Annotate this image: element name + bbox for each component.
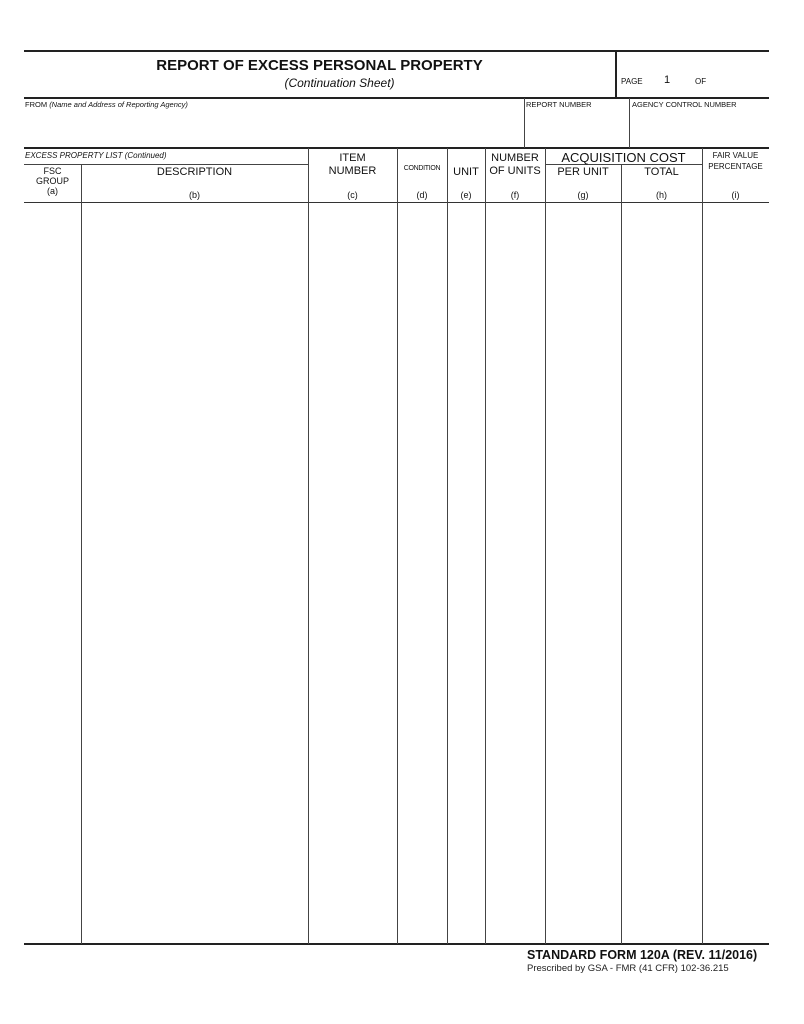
section-label: EXCESS PROPERTY LIST (Continued) bbox=[25, 151, 167, 160]
table-body[interactable] bbox=[24, 203, 769, 943]
col-header-i bbox=[702, 150, 769, 172]
section-label-rule bbox=[24, 164, 308, 165]
col-f-label-1: NUMBER bbox=[491, 152, 539, 164]
acquisition-cost-header: ACQUISITION COST bbox=[561, 150, 686, 165]
col-header-c bbox=[308, 152, 397, 178]
title-bottom-rule bbox=[24, 97, 769, 99]
col-i-letter: (i) bbox=[731, 190, 740, 200]
col-i-label-2: PERCENTAGE bbox=[708, 162, 763, 171]
report-number-divider bbox=[524, 98, 525, 148]
col-header-b: DESCRIPTION bbox=[156, 166, 233, 178]
col-e-letter: (e) bbox=[460, 190, 472, 200]
col-h-letter: (h) bbox=[656, 190, 667, 200]
col-a-label-1: FSC bbox=[43, 166, 62, 176]
agency-control-label: AGENCY CONTROL NUMBER bbox=[632, 100, 737, 109]
from-label-note: (Name and Address of Reporting Agency) bbox=[49, 100, 188, 109]
form-id: STANDARD FORM 120A (REV. 11/2016) bbox=[527, 948, 758, 962]
col-f-letter: (f) bbox=[510, 190, 520, 200]
col-g-letter: (g) bbox=[577, 190, 589, 200]
page-number[interactable]: 1 bbox=[664, 74, 671, 86]
col-header-f bbox=[485, 152, 545, 178]
col-header-h: TOTAL bbox=[644, 166, 679, 178]
of-value[interactable] bbox=[712, 74, 752, 88]
agency-control-field[interactable] bbox=[632, 112, 767, 146]
from-label bbox=[25, 100, 188, 109]
col-c-label-2: NUMBER bbox=[328, 165, 377, 177]
report-number-field[interactable] bbox=[527, 112, 627, 146]
agency-control-divider bbox=[629, 98, 630, 148]
col-a-letter: (a) bbox=[47, 186, 58, 196]
from-field[interactable] bbox=[26, 112, 521, 146]
form-title: REPORT OF EXCESS PERSONAL PROPERTY bbox=[156, 57, 483, 74]
col-c-letter: (c) bbox=[347, 190, 358, 200]
col-header-e: UNIT bbox=[453, 166, 479, 178]
col-header-d: CONDITION bbox=[403, 165, 441, 172]
prescribed-by: Prescribed by GSA - FMR (41 CFR) 102-36.215 bbox=[527, 963, 729, 974]
col-a-label-2: GROUP bbox=[35, 176, 69, 186]
col-header-a bbox=[24, 166, 81, 196]
form-subtitle: (Continuation Sheet) bbox=[284, 76, 395, 90]
col-i-label-1: FAIR VALUE bbox=[712, 151, 759, 160]
col-b-letter: (b) bbox=[189, 190, 200, 200]
title-page-divider bbox=[615, 51, 617, 98]
col-c-label-1: ITEM bbox=[339, 152, 366, 164]
of-label: OF bbox=[695, 77, 707, 86]
top-rule bbox=[24, 50, 769, 52]
report-number-label: REPORT NUMBER bbox=[526, 100, 592, 109]
col-f-label-2: OF UNITS bbox=[489, 165, 541, 177]
from-label-prefix: FROM bbox=[25, 100, 48, 109]
col-d-letter: (d) bbox=[416, 190, 428, 200]
page-label: PAGE bbox=[621, 77, 643, 86]
col-header-g: PER UNIT bbox=[557, 166, 609, 178]
